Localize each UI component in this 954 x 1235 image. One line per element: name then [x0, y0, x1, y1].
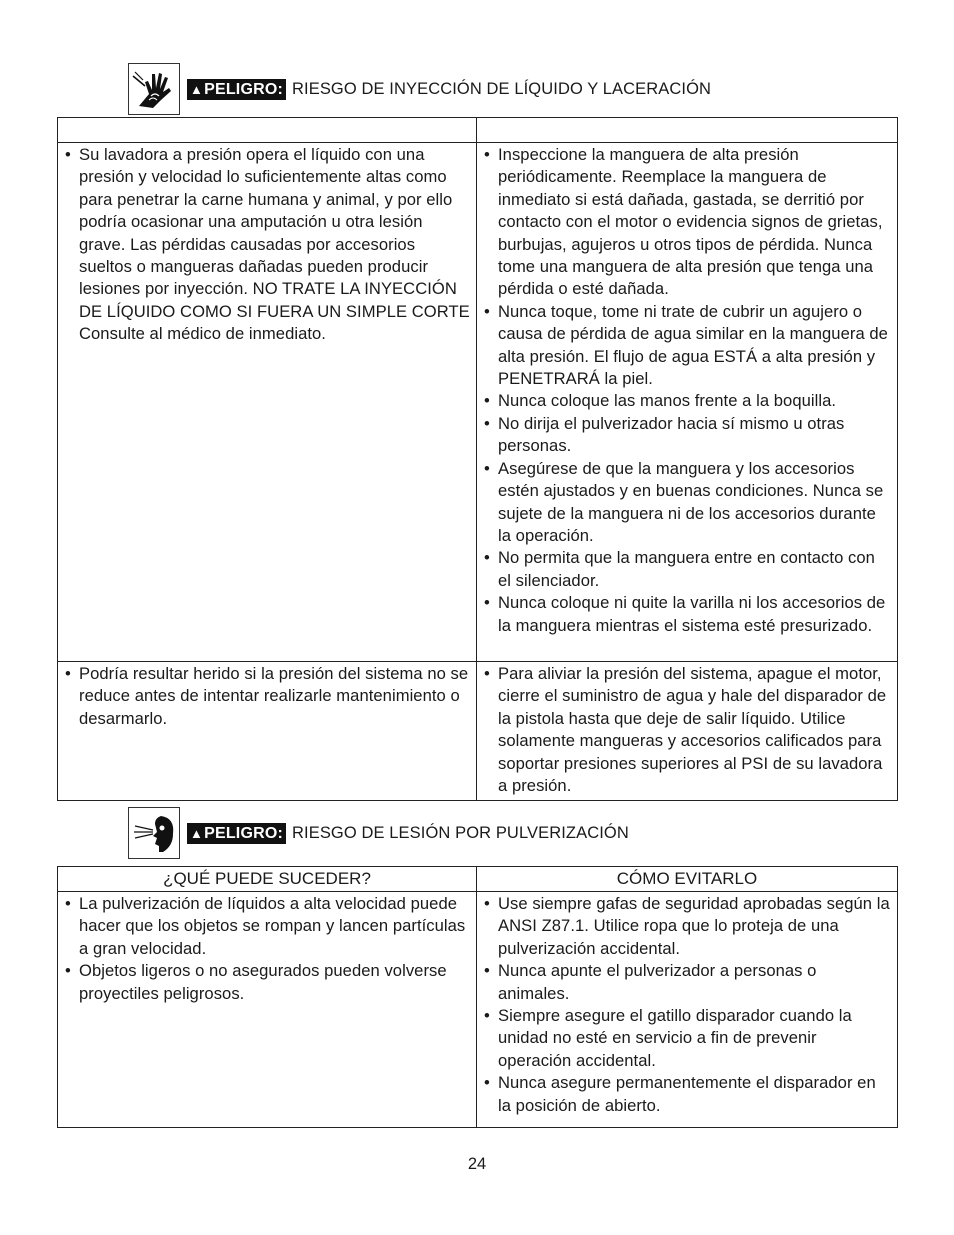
list-item: • Su lavadora a presión opera el líquido con una presión y velocidad lo suficientemente altas como para penetrar la carne humana y animal, y por ello podría ocasionar una amputación u otra lesión grave. Las pérdidas causadas por accesorios sueltos o mangueras dañadas pueden producir lesiones por inyección. NO TRATE LA INYECCIÓN DE LÍQUIDO COMO SI FUERA UN SIMPLE CORTE Consulte al médico de inmediato. [64, 144, 470, 346]
list-item: • Para aliviar la presión del sistema, apague el motor, cierre el suministro de agua y hale del disparador de la pistola hasta que deje de salir líquido. Utilice solamente mangueras y accesorios calificados para soportar presiones superiores al PSI de su lavadora a presión. [483, 663, 891, 797]
section2-table [57, 866, 898, 1128]
face-spray-icon [128, 807, 180, 859]
hand-injection-icon [128, 63, 180, 115]
list-item: • Objetos ligeros o no asegurados pueden volverse proyectiles peligrosos. [64, 960, 470, 1005]
column-header-how: CÓMO EVITARLO [477, 867, 898, 892]
column-header-what: ¿QUÉ PUEDE SUCEDER? [58, 867, 477, 892]
prevention-cell [477, 662, 898, 801]
warning-triangle-icon: ▲ [190, 82, 204, 97]
prevention-cell [477, 892, 898, 1128]
column-header-how [477, 118, 898, 143]
section1-title: RIESGO DE INYECCIÓN DE LÍQUIDO Y LACERACIÓN [292, 79, 712, 98]
column-header-what [58, 118, 477, 143]
list-item: • La pulverización de líquidos a alta velocidad puede hacer que los objetos se rompan y lancen partículas a gran velocidad. [64, 893, 470, 960]
danger-badge: ▲ PELIGRO: [187, 823, 286, 844]
table-row [58, 143, 898, 662]
section2-title: RIESGO DE LESIÓN POR PULVERIZACIÓN [292, 823, 629, 842]
hazard-cell [58, 892, 477, 1128]
warning-triangle-icon: ▲ [190, 826, 204, 841]
hazard-cell [58, 662, 477, 801]
list-item: • No permita que la manguera entre en contacto con el silenciador. [483, 547, 891, 592]
section1-header [128, 62, 711, 116]
list-item: • Nunca apunte el pulverizador a personas o animales. [483, 960, 891, 1005]
table-header-row [58, 118, 898, 143]
table-row [58, 662, 898, 801]
list-item: • No dirija el pulverizador hacia sí mismo u otras personas. [483, 413, 891, 458]
list-item: • Nunca coloque las manos frente a la boquilla. [483, 390, 891, 412]
list-item: • Asegúrese de que la manguera y los accesorios estén ajustados y en buenas condiciones. Nunca se sujete de la manguera ni de los accesorios durante la operación. [483, 458, 891, 548]
list-item: • Inspeccione la manguera de alta presión periódicamente. Reemplace la manguera de inmediato si está dañada, gastada, se derritió por contacto con el motor o evidencia signos de grietas, burbujas, agujeros u otros tipos de pérdida. Nunca tome una manguera de alta presión que tenga una pérdida o esté dañada. [483, 144, 891, 301]
section2-header [128, 806, 629, 860]
section1-table [57, 117, 898, 801]
prevention-cell [477, 143, 898, 662]
list-item: • Use siempre gafas de seguridad aprobadas según la ANSI Z87.1. Utilice ropa que lo proteja de una pulverización accidental. [483, 893, 891, 960]
list-item: • Siempre asegure el gatillo disparador cuando la unidad no esté en servicio a fin de prevenir operación accidental. [483, 1005, 891, 1072]
list-item: • Nunca coloque ni quite la varilla ni los accesorios de la manguera mientras el sistema esté presurizado. [483, 592, 891, 637]
table-header-row [58, 867, 898, 892]
list-item: • Podría resultar herido si la presión del sistema no se reduce antes de intentar realizarle mantenimiento o desarmarlo. [64, 663, 470, 730]
table-row [58, 892, 898, 1128]
list-item: • Nunca toque, tome ni trate de cubrir un agujero o causa de pérdida de agua similar en la manguera de alta presión. El flujo de agua ESTÁ a alta presión y PENETRARÁ la piel. [483, 301, 891, 391]
danger-badge: ▲ PELIGRO: [187, 79, 286, 100]
hazard-cell [58, 143, 477, 662]
list-item: • Nunca asegure permanentemente el disparador en la posición de abierto. [483, 1072, 891, 1117]
page-number: 24 [467, 1155, 487, 1173]
